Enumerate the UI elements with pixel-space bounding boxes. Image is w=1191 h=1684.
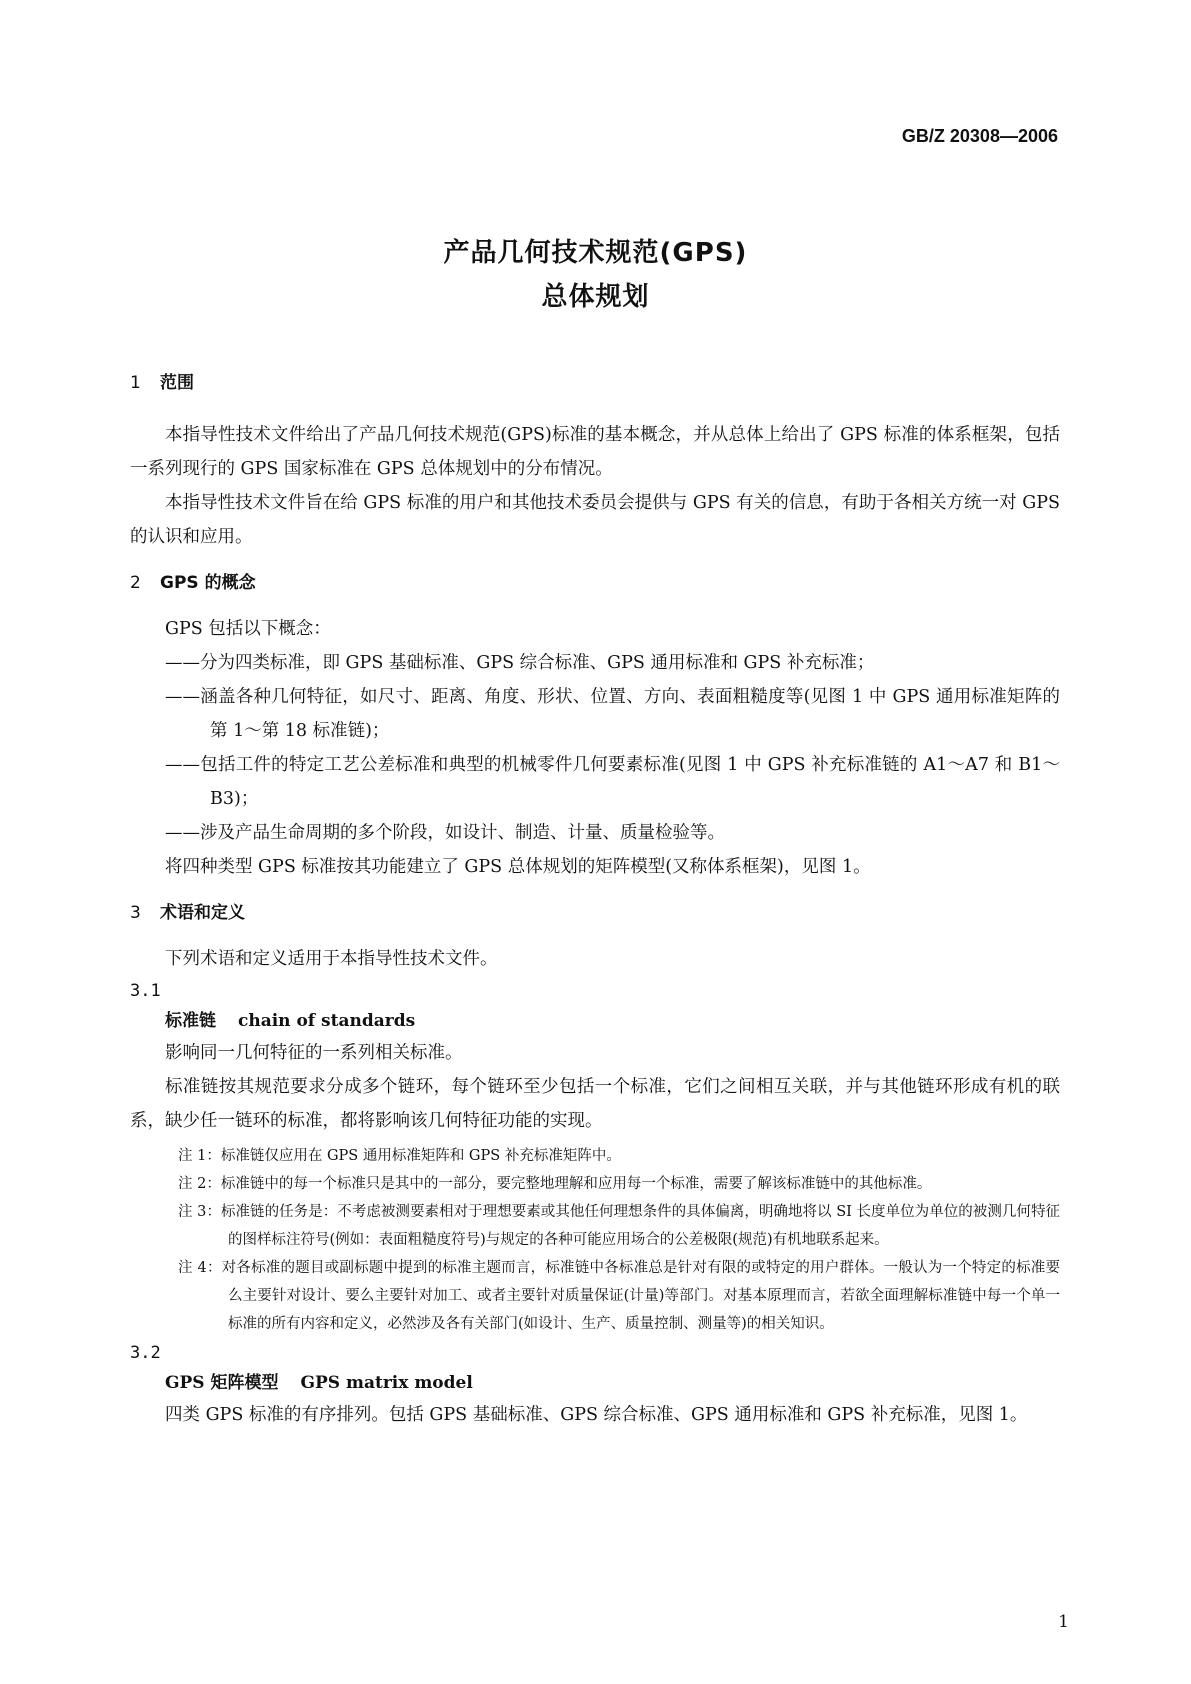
document-subtitle: 总体规划 (541, 282, 650, 312)
document-body (130, 368, 1060, 1432)
section-title: 范围 (160, 373, 194, 393)
section-2-intro: GPS 包括以下概念： (165, 619, 331, 639)
section-3-intro: 下列术语和定义适用于本指导性技术文件。 (165, 949, 498, 969)
page-number: 1 (1058, 1612, 1069, 1632)
section-2-heading (130, 568, 1060, 598)
section-title: GPS 的概念 (160, 573, 256, 593)
term-en: GPS matrix model (300, 1373, 473, 1393)
term-3-1-paragraph: 标准链按其规范要求分成多个链环，每个链环至少包括一个标准，它们之间相互关联，并与其他链环形成有机的联系，缺少任一链环的标准，都将影响该几何特征功能的实现。 (130, 1077, 1060, 1131)
section-3-heading (130, 898, 1060, 928)
term-3-1-definition: 影响同一几何特征的一系列相关标准。 (165, 1043, 463, 1063)
list-item: ——分为四类标准，即 GPS 基础标准、GPS 综合标准、GPS 通用标准和 GPS 补充标准； (165, 653, 875, 673)
list-item: ——涵盖各种几何特征，如尺寸、距离、角度、形状、位置、方向、表面粗糙度等(见图 1 中 GPS 通用标准矩阵的第 1～第 18 标准链)； (165, 687, 1060, 741)
note-2: 注 2：标准链中的每一个标准只是其中的一部分，要完整地理解和应用每一个标准，需要了解该标准链中的其他标准。 (178, 1176, 932, 1192)
list-item: ——包括工件的特定工艺公差标准和典型的机械零件几何要素标准(见图 1 中 GPS 补充标准链的 A1～A7 和 B1～B3)； (165, 755, 1060, 809)
term-cn: 标准链 (165, 1011, 216, 1031)
section-1-paragraph-1: 本指导性技术文件给出了产品几何技术规范(GPS)标准的基本概念，并从总体上给出了 GPS 标准的体系框架，包括一系列现行的 GPS 国家标准在 GPS 总体规划中的分布情况。 (130, 425, 1060, 479)
term-cn: GPS 矩阵模型 (165, 1373, 279, 1393)
term-3-2-number: 3.2 (130, 1343, 161, 1363)
section-1-heading (130, 368, 1060, 398)
term-3-2-heading (130, 1368, 1060, 1398)
section-2-closing: 将四种类型 GPS 标准按其功能建立了 GPS 总体规划的矩阵模型(又称体系框架)，见图 1。 (165, 857, 871, 877)
document-title: 产品几何技术规范(GPS) (443, 238, 748, 268)
note-4: 注 4：对各标准的题目或副标题中提到的标准主题而言，标准链中各标准总是针对有限的或特定的用户群体。一般认为一个特定的标准要么主要针对设计、要么主要针对加工、或者主要针对质量保证(计量)等部门。对基本原理而言，若欲全面理解标准链中每一个单一标准的所有内容和定义，必然涉及各有关部门(如设计、生产、质量控制、测量等)的相关知识。 (178, 1260, 1060, 1332)
list-item: ——涉及产品生命周期的多个阶段，如设计、制造、计量、质量检验等。 (165, 823, 725, 843)
document-code: GB/Z 20308—2006 (901, 126, 1058, 146)
section-1-paragraph-2: 本指导性技术文件旨在给 GPS 标准的用户和其他技术委员会提供与 GPS 有关的信息，有助于各相关方统一对 GPS 的认识和应用。 (130, 493, 1060, 547)
term-3-1-number: 3.1 (130, 981, 161, 1001)
section-number: 1 (130, 373, 141, 393)
term-3-2-definition: 四类 GPS 标准的有序排列。包括 GPS 基础标准、GPS 综合标准、GPS 通用标准和 GPS 补充标准，见图 1。 (165, 1405, 1028, 1425)
note-3: 注 3：标准链的任务是：不考虑被测要素相对于理想要素或其他任何理想条件的具体偏离，明确地将以 SI 长度单位为单位的被测几何特征的图样标注符号(例如：表面粗糙度符号)与规定的各种可能应用场合的公差极限(规范)有机地联系起来。 (178, 1204, 1060, 1248)
section-number: 2 (130, 573, 141, 593)
note-1: 注 1：标准链仅应用在 GPS 通用标准矩阵和 GPS 补充标准矩阵中。 (178, 1148, 621, 1164)
section-number: 3 (130, 903, 141, 923)
section-title: 术语和定义 (160, 903, 245, 923)
term-3-1-heading (130, 1006, 1060, 1036)
term-en: chain of standards (238, 1011, 416, 1031)
